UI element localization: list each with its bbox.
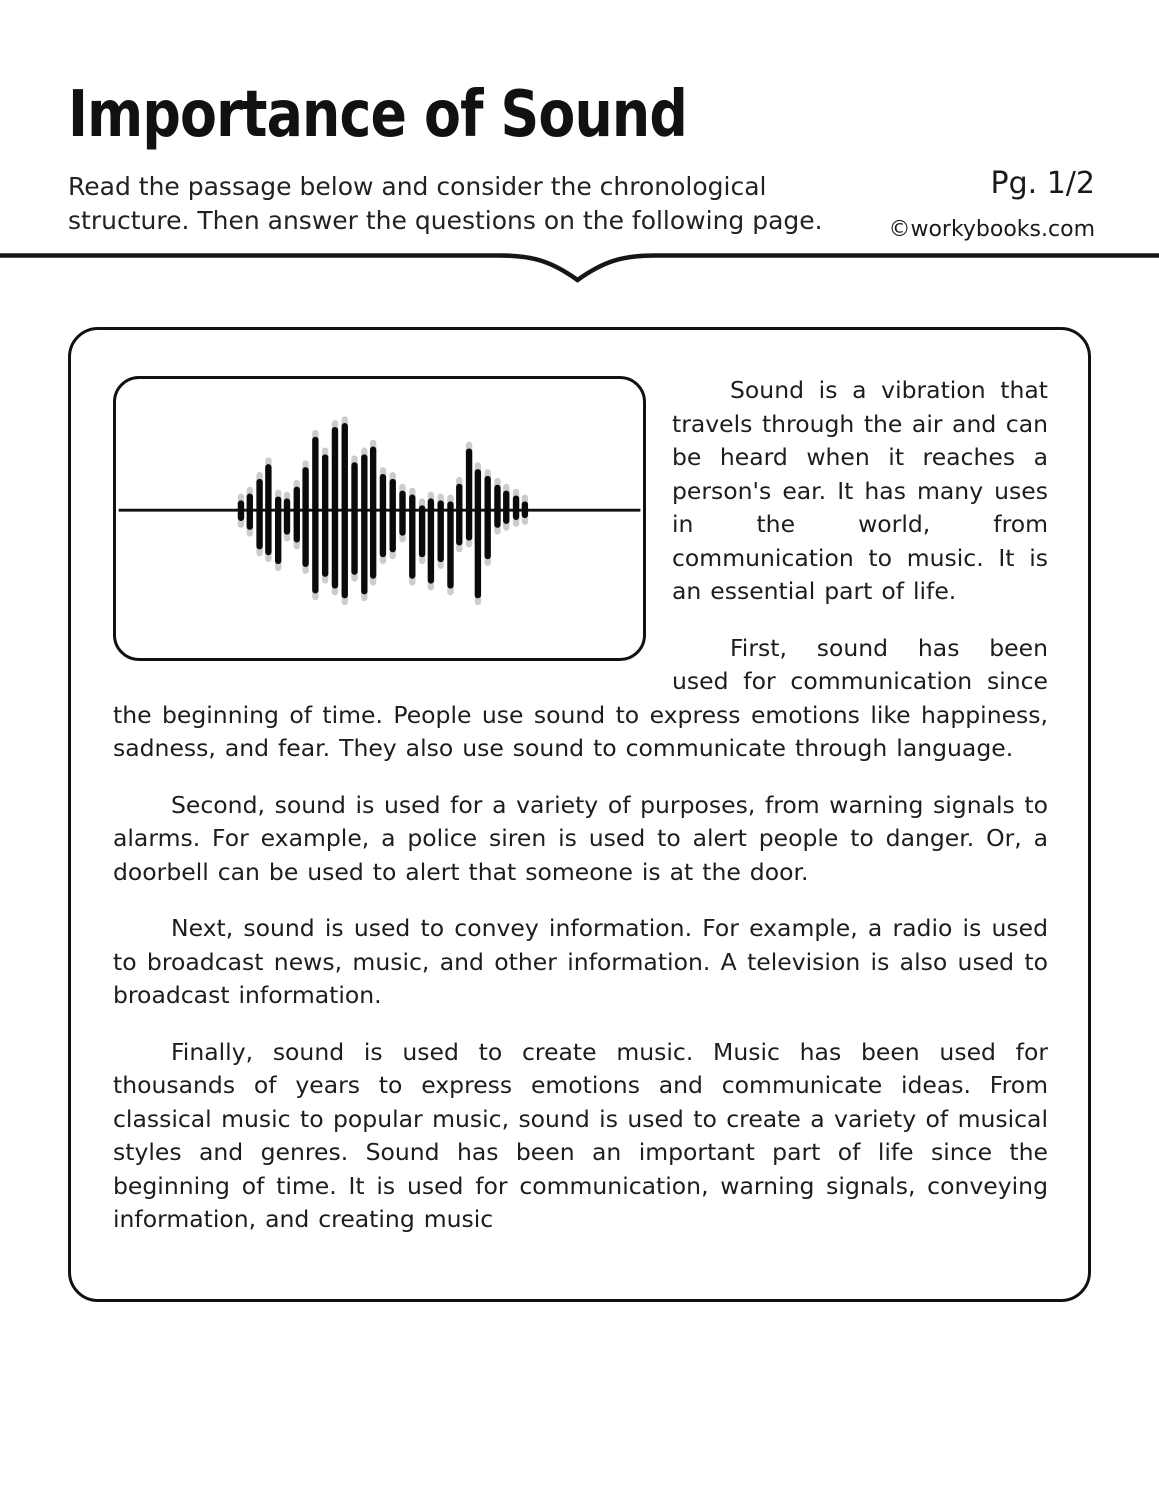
header xyxy=(68,78,888,238)
page-title: Importance of Sound xyxy=(68,78,688,152)
passage-box xyxy=(68,327,1091,1302)
instructions-text: Read the passage below and consider the chronological structure. Then answer the questions on the following page. xyxy=(68,172,823,235)
copyright-text: ©workybooks.com xyxy=(888,217,1095,242)
page-number-label: Pg. 1/2 xyxy=(990,166,1095,201)
passage-paragraph-3: Second, sound is used for a variety of purposes, from warning signals to alarms. For example, a police siren is used to alert people to danger. Or, a doorbell can be used to alert that someone is at the door. xyxy=(113,790,1048,886)
sound-waveform-icon xyxy=(116,379,643,658)
passage-paragraph-2: First, sound has been used for communication since the beginning of time. People use sound to express emotions like happiness, sadness, and fear. They also use sound to communicate through language. xyxy=(113,633,1048,762)
passage-paragraph-4: Next, sound is used to convey information. For example, a radio is used to broadcast news, music, and other information. A television is also used to broadcast information. xyxy=(113,914,1048,1009)
header-meta xyxy=(888,166,1095,242)
passage-paragraph-1: Sound is a vibration that travels through the air and can be heard when it reaches a person's ear. It has many uses in the world, from communication to music. It is an essential part of life. xyxy=(672,376,1048,605)
section-divider-line xyxy=(0,252,1159,292)
waveform-illustration-frame xyxy=(113,376,646,661)
passage-paragraph-5: Finally, sound is used to create music. Music has been used for thousands of years to express emotions and communicate ideas. From classical music to popular music, sound is used to create a variety of musical styles and genres. Sound has been an important part of life since the beginning of time. It is used for communication, warning signals, conveying information, and creating music xyxy=(113,1037,1048,1233)
